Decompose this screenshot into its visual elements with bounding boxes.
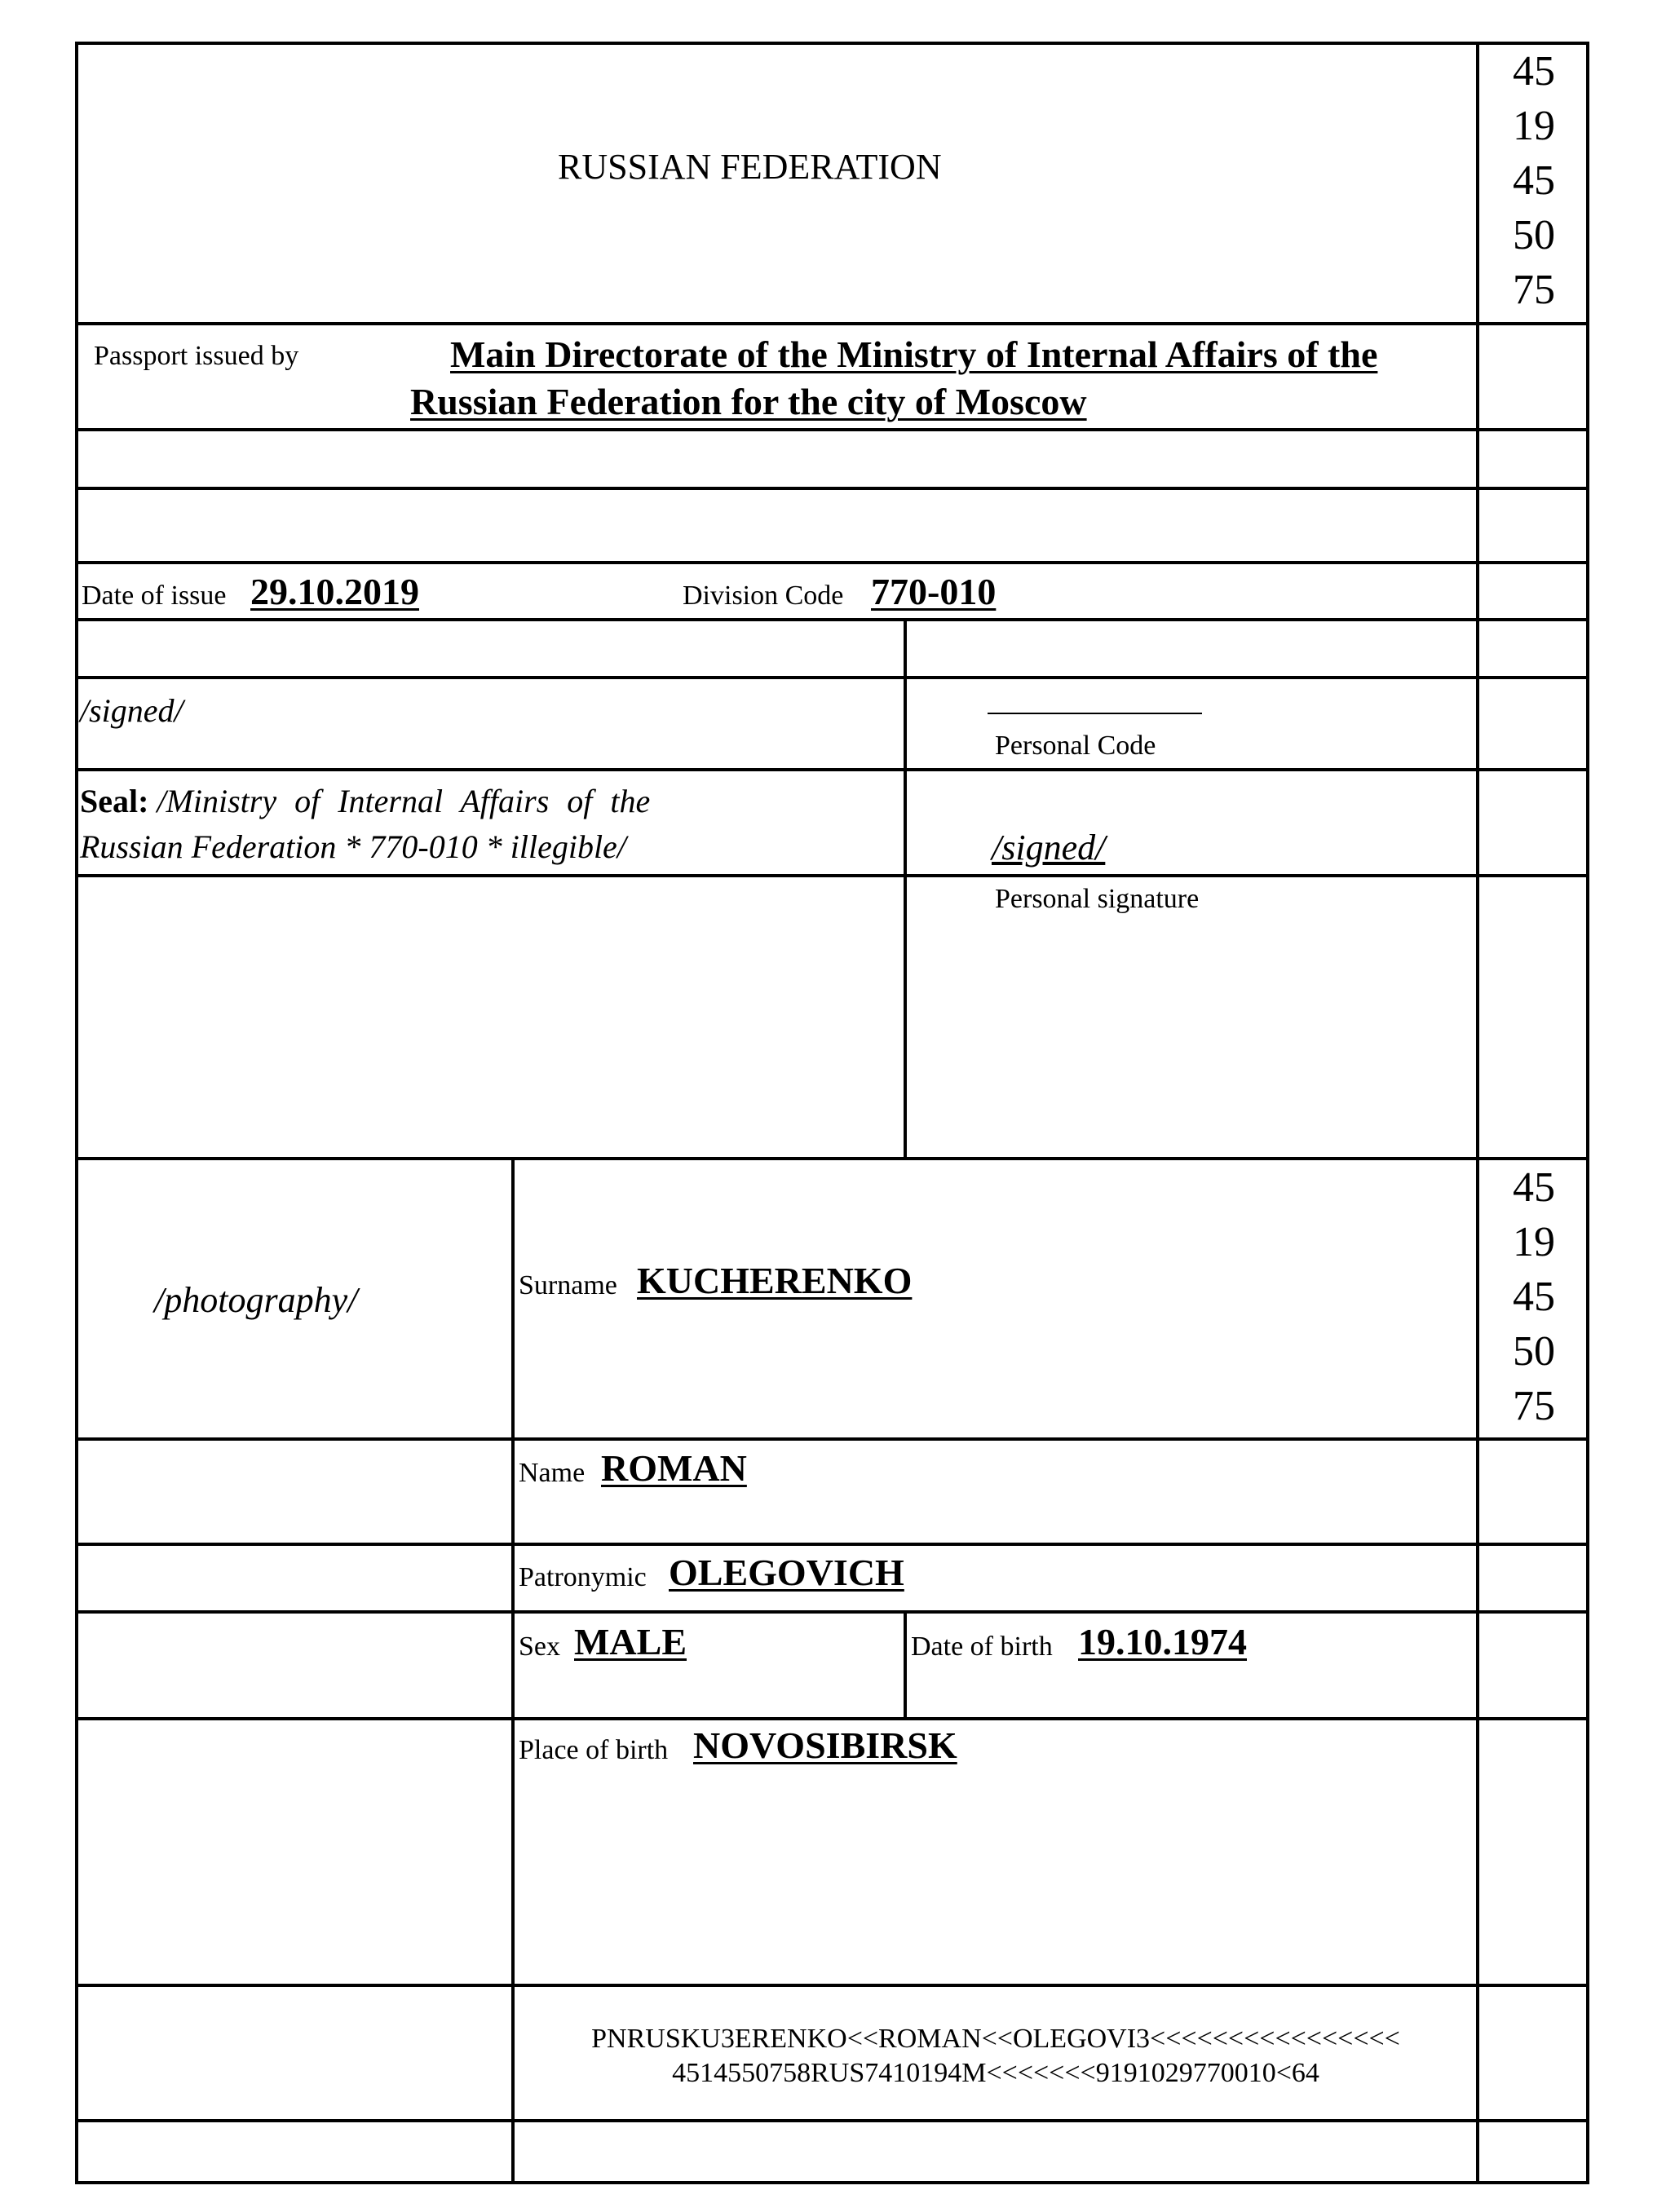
mrz-line1: PNRUSKU3ERENKO<<ROMAN<<OLEGOVI3<<<<<<<<<<<<<<<< xyxy=(591,2024,1400,2054)
row-line xyxy=(75,874,1589,877)
date-of-birth-value: 19.10.1974 xyxy=(1078,1621,1247,1662)
personal-code-label: Personal Code xyxy=(995,731,1156,761)
place-of-birth-value: NOVOSIBIRSK xyxy=(693,1724,957,1766)
name-value: ROMAN xyxy=(601,1447,747,1489)
issued-by-value-line2: Russian Federation for the city of Moscow xyxy=(410,381,1087,422)
sex-dob-divider xyxy=(904,1610,907,1719)
row-line xyxy=(75,1610,1589,1614)
row-line xyxy=(75,428,1589,431)
row-line xyxy=(75,322,1589,325)
surname-label: Surname xyxy=(519,1270,617,1300)
place-of-birth-label: Place of birth xyxy=(519,1735,669,1765)
table-border-top xyxy=(75,42,1589,45)
series-number-bottom xyxy=(1479,1160,1589,1433)
row-line xyxy=(75,1437,1589,1441)
machine-readable-zone xyxy=(515,2022,1477,2091)
row-line xyxy=(75,487,1589,490)
row-line xyxy=(75,676,1589,679)
table-border-left xyxy=(75,42,78,2184)
row-line xyxy=(75,1717,1589,1720)
series-digit: 45 xyxy=(1513,1274,1555,1320)
issued-by-value-line1: Main Directorate of the Ministry of Internal Affairs of the xyxy=(450,333,1378,375)
sex-label: Sex xyxy=(519,1631,560,1662)
personal-signature-value: /signed/ xyxy=(992,828,1106,868)
row-line xyxy=(75,618,1589,621)
series-digit: 75 xyxy=(1513,267,1555,313)
series-digit: 50 xyxy=(1513,1328,1555,1375)
series-digit: 19 xyxy=(1513,103,1555,149)
personal-code-line xyxy=(988,713,1202,714)
row-line xyxy=(75,561,1589,564)
table-border-right xyxy=(1586,42,1589,2184)
surname-value: KUCHERENKO xyxy=(637,1260,913,1301)
series-column-divider xyxy=(1476,42,1479,2184)
seal-line1 xyxy=(80,779,650,824)
series-digit: 45 xyxy=(1513,48,1555,95)
personal-signature-label: Personal signature xyxy=(995,884,1200,914)
series-digit: 19 xyxy=(1513,1219,1555,1265)
issued-by-label: Passport issued by xyxy=(94,341,299,371)
page-split-line xyxy=(75,1157,1589,1160)
series-digit: 45 xyxy=(1513,157,1555,204)
patronymic-label: Patronymic xyxy=(519,1562,647,1592)
series-number-top xyxy=(1479,44,1589,317)
seal-line2: Russian Federation * 770-010 * illegible/ xyxy=(80,828,626,865)
seal-label: Seal: xyxy=(80,783,149,819)
country-title: RUSSIAN FEDERATION xyxy=(558,147,942,187)
series-digit: 45 xyxy=(1513,1164,1555,1211)
date-of-issue-value: 29.10.2019 xyxy=(250,571,419,612)
table-border-bottom xyxy=(75,2181,1589,2184)
patronymic-value: OLEGOVICH xyxy=(669,1552,904,1593)
row-line xyxy=(75,1984,1589,1987)
name-label: Name xyxy=(519,1458,586,1488)
seal-line1-text: /Ministry of Internal Affairs of the xyxy=(157,783,651,819)
division-code-value: 770-010 xyxy=(871,571,997,612)
photo-placeholder: /photography/ xyxy=(154,1280,358,1320)
upper-middle-divider xyxy=(904,618,907,1159)
date-of-issue-label: Date of issue xyxy=(82,581,227,611)
series-digit: 50 xyxy=(1513,212,1555,258)
series-digit: 75 xyxy=(1513,1383,1555,1429)
row-line xyxy=(75,2119,1589,2122)
division-code-label: Division Code xyxy=(683,581,844,611)
row-line xyxy=(75,1543,1589,1546)
row-line xyxy=(75,768,1589,771)
seal-text xyxy=(80,779,650,870)
mrz-line2: 4514550758RUS7410194M<<<<<<<9191029770010<64 xyxy=(672,2058,1319,2088)
official-signature: /signed/ xyxy=(80,692,183,729)
sex-value: MALE xyxy=(574,1621,687,1662)
date-of-birth-label: Date of birth xyxy=(911,1631,1053,1662)
